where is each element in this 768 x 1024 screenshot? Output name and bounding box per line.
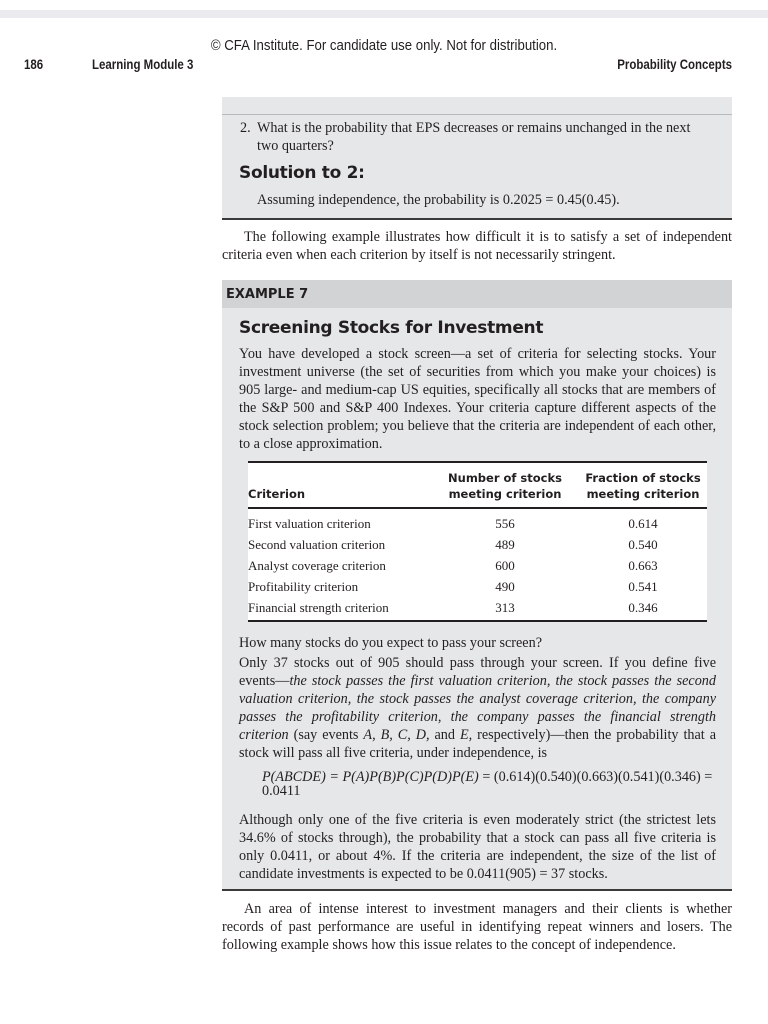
page-number: 186 [24, 57, 44, 72]
example-question: How many stocks do you expect to pass your screen? [239, 635, 542, 651]
table-row [248, 576, 707, 597]
answer-events-italic: the stock passes the first valuation criterion, the stock passes the second valuation criterion, the stock passes the analyst coverage criterion, the company passes the profitability criterion, the company passes the financial strength criterion [239, 673, 716, 743]
column-header-count [440, 470, 570, 502]
cell-fraction: 0.346 [628, 600, 658, 615]
copyright-notice: © CFA Institute. For candidate use only. Not for distribution. [210, 37, 558, 54]
cell-count: 313 [495, 600, 515, 615]
cell-criterion: Second valuation criterion [248, 537, 386, 552]
answer-text: (say events [288, 727, 364, 743]
example-label: EXAMPLE 7 [226, 287, 309, 302]
question-2 [240, 119, 710, 155]
table-row [248, 597, 707, 618]
formula-rhs: = (0.614)(0.540)(0.663)(0.541)(0.346) = 0.0411 [262, 769, 713, 799]
table-row [248, 513, 707, 534]
answer-text: respectively)—then the probability that a stock will pass all five criteria, under independence, is [239, 727, 716, 761]
cell-fraction: 0.541 [628, 579, 658, 594]
previous-example-box [222, 97, 732, 220]
column-header-fraction [578, 470, 708, 502]
running-head-module: Learning Module 3 [92, 57, 194, 72]
table-row [248, 534, 707, 555]
table-header [248, 463, 707, 509]
viewer-top-bar [0, 10, 768, 18]
solution-text: Assuming independence, the probability is 0.2025 = 0.45(0.45). [257, 192, 620, 208]
answer-text: and [429, 727, 460, 743]
question-text: What is the probability that EPS decreases or remains unchanged in the next two quarters? [257, 120, 691, 154]
closing-paragraph: An area of intense interest to investment managers and their clients is whether records of past performance are useful in identifying repeat winners and losers. The following example shows how this issue relates to the concept of independence. [222, 901, 732, 953]
cell-count: 489 [495, 537, 515, 552]
running-head-chapter: Probability Concepts [617, 57, 732, 72]
probability-formula [262, 770, 722, 798]
column-header-criterion: Criterion [248, 487, 306, 501]
table-row [248, 555, 707, 576]
example-intro: You have developed a stock screen—a set of criteria for selecting stocks. Your investment universe (the set of securities from which you make your choices) is 905 large- and medium-cap US equities, specifically all stocks that are members of the S&P 500 and S&P 400 Indexes. Your criteria capture different aspects of the stock selection problem; you believe that the criteria are independent of each other, to a close approximation. [239, 346, 716, 452]
header-line: Fraction of stocks [585, 471, 701, 485]
cell-fraction: 0.540 [628, 537, 658, 552]
example-header-band [222, 280, 732, 308]
header-line: Number of stocks [448, 471, 562, 485]
cell-criterion: Analyst coverage criterion [248, 558, 386, 573]
header-line: meeting criterion [448, 487, 562, 501]
example-7-box [222, 280, 732, 891]
formula-lhs: P(ABCDE) = P(A)P(B)P(C)P(D)P(E) [262, 769, 479, 785]
example-title: Screening Stocks for Investment [239, 318, 544, 338]
header-line: meeting criterion [586, 487, 700, 501]
example-conclusion: Although only one of the five criteria is even moderately strict (the strictest lets 34.6% of stocks through), the probability that a stock can pass all five criteria is only 0.0411, or about 4%. If the criteria are independent, the size of the list of candidate investments is expected to be 0.0411(905) = 37 stocks. [239, 812, 716, 882]
cell-count: 490 [495, 579, 515, 594]
example-answer [239, 654, 716, 762]
intro-paragraph: The following example illustrates how difficult it is to satisfy a set of independent criteria even when each criterion by itself is not necessarily stringent. [222, 229, 732, 263]
cell-fraction: 0.614 [628, 516, 658, 531]
cell-count: 556 [495, 516, 515, 531]
criteria-table [248, 461, 707, 622]
question-number: 2. [240, 120, 251, 136]
cell-criterion: First valuation criterion [248, 516, 371, 531]
solution-title: Solution to 2: [239, 163, 365, 183]
cell-criterion: Profitability criterion [248, 579, 359, 594]
cell-count: 600 [495, 558, 515, 573]
cell-criterion: Financial strength criterion [248, 600, 389, 615]
answer-text: Only 37 stocks out of 905 should pass through your screen. If you define five events— [239, 655, 716, 689]
answer-event-letter: E, [459, 727, 473, 743]
cell-fraction: 0.663 [628, 558, 658, 573]
divider [222, 114, 732, 115]
answer-event-letters: A, B, C, D, [363, 727, 430, 743]
